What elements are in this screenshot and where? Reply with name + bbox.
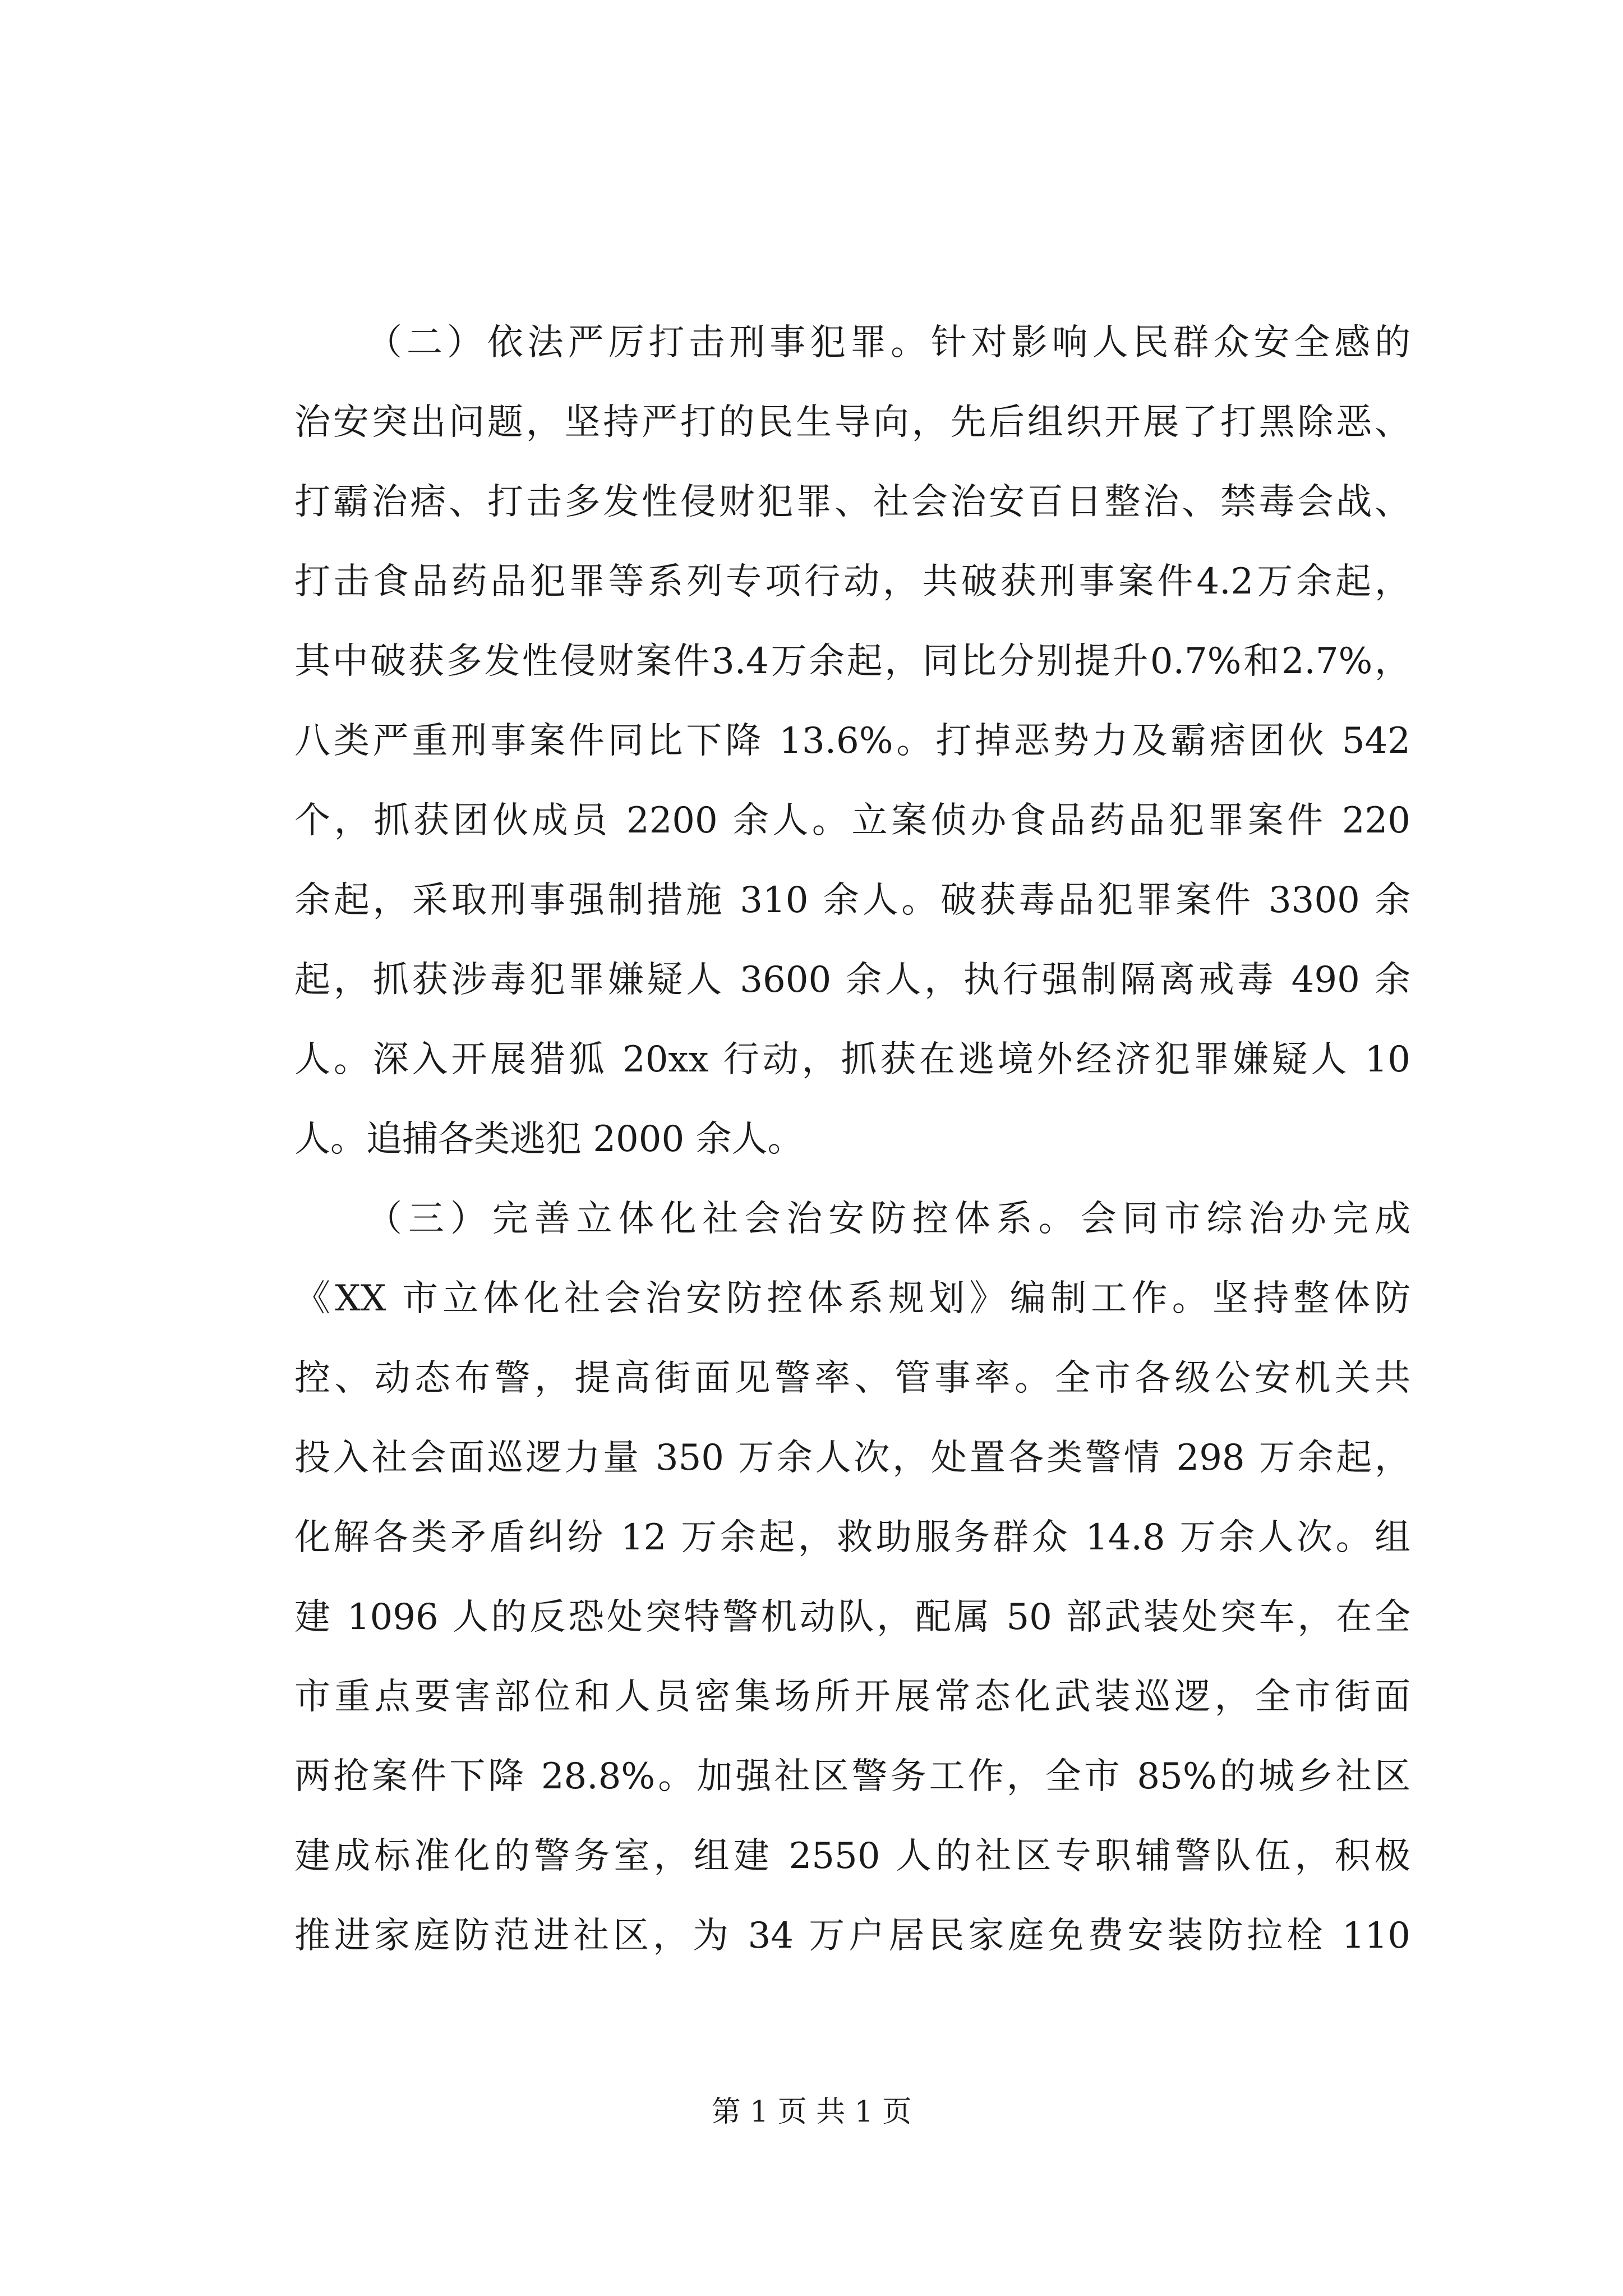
text-line: 打击食品药品犯罪等系列专项行动，共破获刑事案件4.2万余起， <box>294 561 1410 602</box>
text-line: 治安突出问题，坚持严打的民生导向，先后组织开展了打黑除恶、 <box>294 402 1410 443</box>
text-line: 余起，采取刑事强制措施 310 余人。破获毒品犯罪案件 3300 余 <box>294 880 1410 921</box>
paragraph-security-system <box>294 1179 1410 1976</box>
text-line: 起，抓获涉毒犯罪嫌疑人 3600 余人，执行强制隔离戒毒 490 余 <box>294 959 1410 1001</box>
text-line: 投入社会面巡逻力量 350 万余人次，处置各类警情 298 万余起， <box>294 1437 1410 1479</box>
text-line: 个，抓获团伙成员 2200 余人。立案侦办食品药品犯罪案件 220 <box>294 800 1410 841</box>
document-body <box>294 303 1410 1976</box>
text-line: 建 1096 人的反恐处突特警机动队，配属 50 部武装处突车，在全 <box>294 1596 1410 1638</box>
text-line: 市重点要害部位和人员密集场所开展常态化武装巡逻，全市街面 <box>294 1676 1410 1718</box>
text-line: （二）依法严厉打击刑事犯罪。针对影响人民群众安全感的 <box>366 322 1410 364</box>
text-line: 化解各类矛盾纠纷 12 万余起，救助服务群众 14.8 万余人次。组 <box>294 1517 1410 1558</box>
text-line: 八类严重刑事案件同比下降 13.6%。打掉恶势力及霸痞团伙 542 <box>294 720 1410 762</box>
page-footer <box>0 2092 1623 2132</box>
text-line: 人。追捕各类逃犯 2000 余人。 <box>294 1119 804 1160</box>
text-line: 打霸治痞、打击多发性侵财犯罪、社会治安百日整治、禁毒会战、 <box>294 481 1410 523</box>
text-line: 建成标准化的警务室，组建 2550 人的社区专职辅警队伍，积极 <box>294 1835 1410 1877</box>
text-line: （三）完善立体化社会治安防控体系。会同市综治办完成 <box>366 1198 1410 1240</box>
text-line: 人。深入开展猎狐 20xx 行动，抓获在逃境外经济犯罪嫌疑人 10 <box>294 1039 1410 1080</box>
page-number-label: 第 1 页 共 1 页 <box>711 2095 912 2129</box>
text-line: 其中破获多发性侵财案件3.4万余起，同比分别提升0.7%和2.7%， <box>294 641 1410 682</box>
text-line: 《XX 市立体化社会治安防控体系规划》编制工作。坚持整体防 <box>294 1278 1410 1319</box>
text-line: 推进家庭防范进社区，为 34 万户居民家庭免费安装防拉栓 110 <box>294 1915 1410 1957</box>
text-line: 控、动态布警，提高街面见警率、管事率。全市各级公安机关共 <box>294 1358 1410 1399</box>
text-line: 两抢案件下降 28.8%。加强社区警务工作，全市 85%的城乡社区 <box>294 1756 1410 1797</box>
paragraph-criminal-crackdown <box>294 303 1410 1179</box>
